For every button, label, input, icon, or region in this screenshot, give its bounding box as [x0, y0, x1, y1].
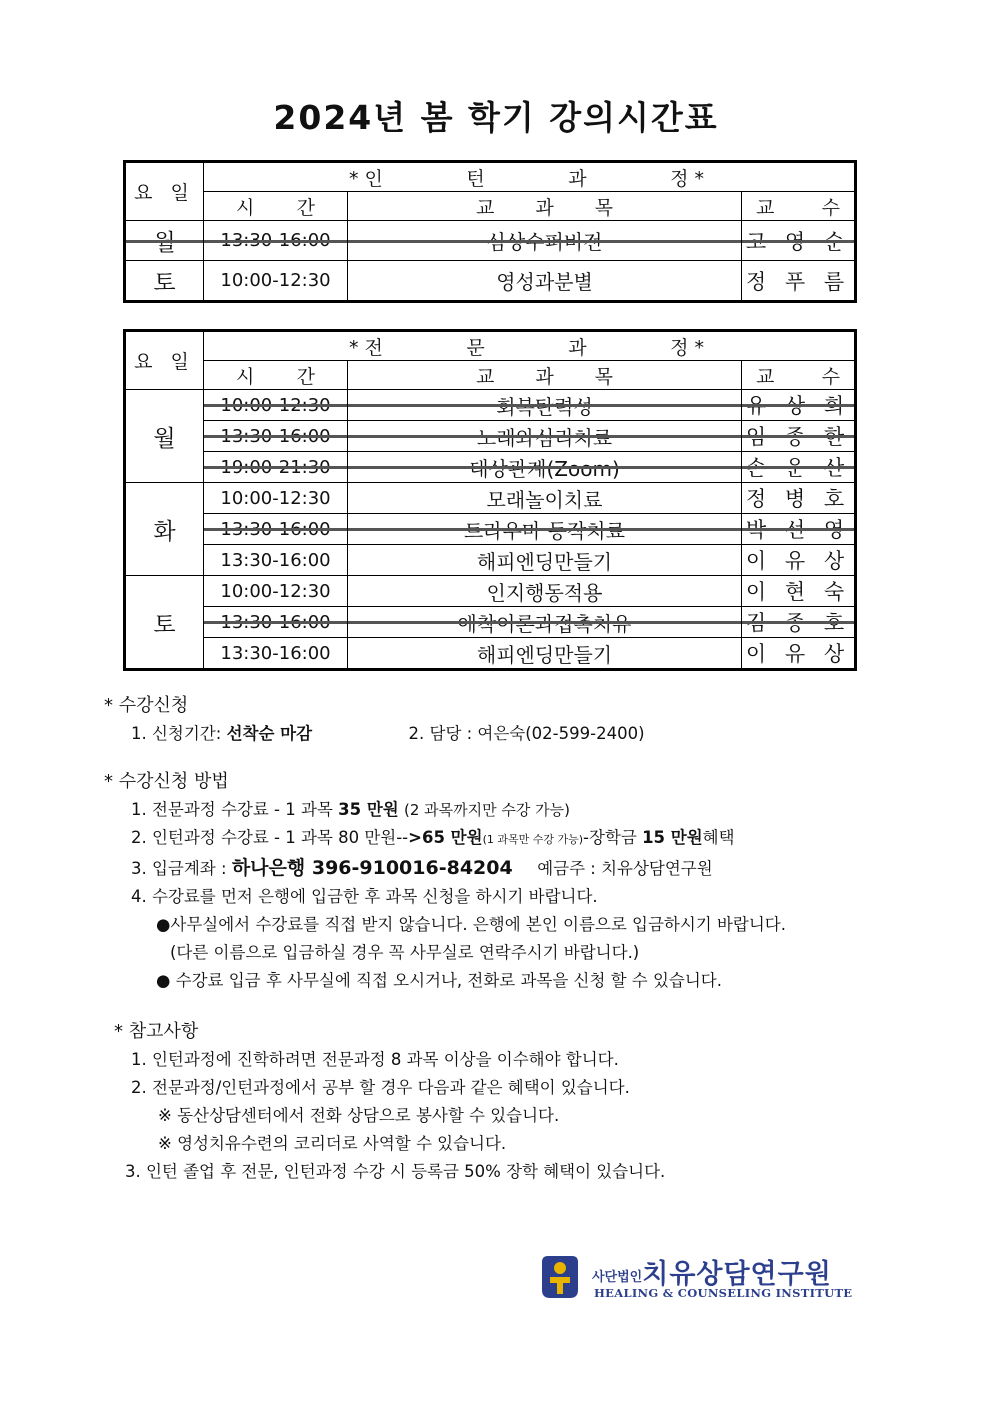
section-char: * 인: [349, 167, 383, 190]
table-row: [125, 576, 856, 607]
section-char: 과: [568, 336, 587, 359]
hdr-char: 교: [476, 365, 495, 388]
hdr-char: 시: [236, 196, 255, 219]
subject-cell: 해피엔딩만들기: [348, 638, 742, 670]
table-row: [125, 514, 856, 545]
subject-cell: 모래놀이치료: [348, 483, 742, 514]
prof-cell: 이 현 숙: [742, 576, 856, 607]
prof-cell: 정 푸 름: [742, 261, 856, 302]
registration-section: [104, 692, 645, 748]
day-cell: 월: [125, 390, 204, 483]
table-row: [125, 221, 856, 261]
time-cell: 13:30-16:00: [204, 421, 348, 452]
note-2b: ※ 영성치유수련의 코리더로 사역할 수 있습니다.: [158, 1134, 507, 1153]
time-cell: 19:00-21:30: [204, 452, 348, 483]
prof-header: [742, 192, 856, 221]
text: 1. 전문과정 수강료 - 1 과목: [131, 800, 333, 819]
table-row: [125, 483, 856, 514]
time-cell: 10:00-12:30: [204, 483, 348, 514]
contact-info: 2. 담당 : 여은숙(02-599-2400): [408, 724, 645, 743]
table-row: [125, 421, 856, 452]
text: (2 과목까지만 수강 가능): [403, 801, 570, 819]
registration-line: [104, 720, 645, 748]
hdr-char: 간: [296, 365, 315, 388]
method-section: [104, 768, 786, 995]
prof-header: [742, 361, 856, 390]
time-cell: 13:30-16:00: [204, 514, 348, 545]
time-cell: 13:30-16:00: [204, 607, 348, 638]
method-line-4: 4. 수강료를 먼저 은행에 입금한 후 과목 신청을 하시기 바랍니다.: [131, 887, 598, 906]
text: 3. 입금계좌 :: [131, 859, 227, 878]
hdr-char: 시: [236, 365, 255, 388]
hdr-char: 수: [821, 365, 840, 388]
subject-cell: 인지행동적용: [348, 576, 742, 607]
section-char: 문: [466, 336, 485, 359]
intern-timetable: [123, 160, 857, 303]
method-bullet-1: ●사무실에서 수강료를 직접 받지 않습니다. 은행에 본인 이름으로 입금하시기 바랍니다.: [156, 915, 786, 934]
subject-header: [348, 361, 742, 390]
period-value: 선착순 마감: [226, 724, 313, 743]
logo-title: 치유상담연구원: [642, 1259, 832, 1290]
table-row: [125, 607, 856, 638]
text: -장학금: [583, 828, 637, 847]
method-heading: * 수강신청 방법: [104, 771, 229, 792]
text: 15 만원: [642, 828, 703, 847]
prof-cell: 박 선 영: [742, 514, 856, 545]
hdr-char: 교: [756, 196, 775, 219]
prof-cell: 손 운 산: [742, 452, 856, 483]
subject-cell: 노래와심리치료: [348, 421, 742, 452]
time-cell: 13:30-16:00: [204, 221, 348, 261]
page-title: 2024년 봄 학기 강의시간표: [273, 98, 719, 137]
note-2a: ※ 동산상담센터에서 전화 상담으로 봉사할 수 있습니다.: [158, 1106, 560, 1125]
institute-logo: [538, 1252, 858, 1304]
table-row: [125, 390, 856, 421]
note-2: 2. 전문과정/인턴과정에서 공부 할 경우 다음과 같은 혜택이 있습니다.: [131, 1078, 630, 1097]
note-1: 1. 인턴과정에 진학하려면 전문과정 8 과목 이상을 이수해야 합니다.: [131, 1050, 619, 1069]
prof-cell: 고 영 순: [742, 221, 856, 261]
subject-header: [348, 192, 742, 221]
method-line-2: [104, 824, 786, 854]
table-row: [125, 452, 856, 483]
text: 35 만원: [338, 800, 399, 819]
prof-cell: 정 병 호: [742, 483, 856, 514]
hdr-char: 간: [296, 196, 315, 219]
subject-cell: 트라우마 동작치료: [348, 514, 742, 545]
method-bullet-2: ● 수강료 입금 후 사무실에 직접 오시거나, 전화로 과목을 신청 할 수 있습니다.: [156, 971, 722, 990]
subject-cell: 대상관계(Zoom): [348, 452, 742, 483]
day-cell: 월: [125, 221, 204, 261]
prof-cell: 이 유 상: [742, 638, 856, 670]
hdr-char: 수: [821, 196, 840, 219]
time-cell: 10:00-12:30: [204, 390, 348, 421]
method-line-3: [104, 854, 786, 883]
text: 2. 인턴과정 수강료 - 1 과목 80 만원--: [131, 828, 409, 847]
prof-cell: 김 종 호: [742, 607, 856, 638]
table-row: [125, 545, 856, 576]
text: 예금주 : 치유상담연구원: [537, 859, 713, 878]
time-cell: 10:00-12:30: [204, 261, 348, 302]
table-row: [125, 261, 856, 302]
time-cell: 13:30-16:00: [204, 638, 348, 670]
subject-cell: 심상수퍼비전: [348, 221, 742, 261]
text: >65 만원: [408, 828, 483, 847]
note-3: 3. 인턴 졸업 후 전문, 인턴과정 수강 시 등록금 50% 장학 혜택이 있습니다.: [125, 1162, 666, 1181]
prof-cell: 이 유 상: [742, 545, 856, 576]
section-char: 정 *: [670, 167, 704, 190]
section-char: 과: [568, 167, 587, 190]
day-cell: 토: [125, 576, 204, 670]
day-cell: 화: [125, 483, 204, 576]
logo-prefix: 사단법인: [592, 1270, 643, 1285]
prof-cell: 유 상 희: [742, 390, 856, 421]
pro-timetable: [123, 329, 857, 671]
hdr-char: 과: [535, 365, 554, 388]
yoil-header: 요 일: [125, 162, 204, 221]
time-cell: 10:00-12:30: [204, 576, 348, 607]
hdr-char: 교: [476, 196, 495, 219]
section-char: 정 *: [670, 336, 704, 359]
yoil-header: 요 일: [125, 331, 204, 390]
table-row: [125, 638, 856, 670]
hdr-char: 목: [594, 365, 613, 388]
logo-english: HEALING & COUNSELING INSTITUTE: [594, 1286, 853, 1300]
notes-heading: * 참고사항: [114, 1021, 199, 1042]
text: 혜택: [702, 828, 735, 847]
registration-heading: * 수강신청: [104, 695, 189, 716]
section-char: 턴: [466, 167, 485, 190]
section-char: * 전: [349, 336, 383, 359]
method-bullet-1b: (다른 이름으로 입금하실 경우 꼭 사무실로 연락주시기 바랍니다.): [170, 943, 640, 962]
time-header: [204, 361, 348, 390]
time-cell: 13:30-16:00: [204, 545, 348, 576]
pro-section-header: [204, 331, 856, 361]
hdr-char: 목: [594, 196, 613, 219]
bank-account: 하나은행 396-910016-84204: [231, 857, 513, 879]
logo-mark-icon: [538, 1252, 582, 1300]
hdr-char: 교: [756, 365, 775, 388]
subject-cell: 애착이론과접촉치유: [348, 607, 742, 638]
intern-section-header: [204, 162, 856, 192]
hdr-char: 과: [535, 196, 554, 219]
day-cell: 토: [125, 261, 204, 302]
subject-cell: 영성과분별: [348, 261, 742, 302]
prof-cell: 임 종 한: [742, 421, 856, 452]
subject-cell: 회복탄력성: [348, 390, 742, 421]
subject-cell: 해피엔딩만들기: [348, 545, 742, 576]
method-line-1: [104, 796, 786, 824]
period-label: 1. 신청기간:: [131, 724, 222, 743]
text: (1 과목만 수강 가능): [482, 833, 584, 846]
notes-section: [104, 1018, 665, 1186]
time-header: [204, 192, 348, 221]
